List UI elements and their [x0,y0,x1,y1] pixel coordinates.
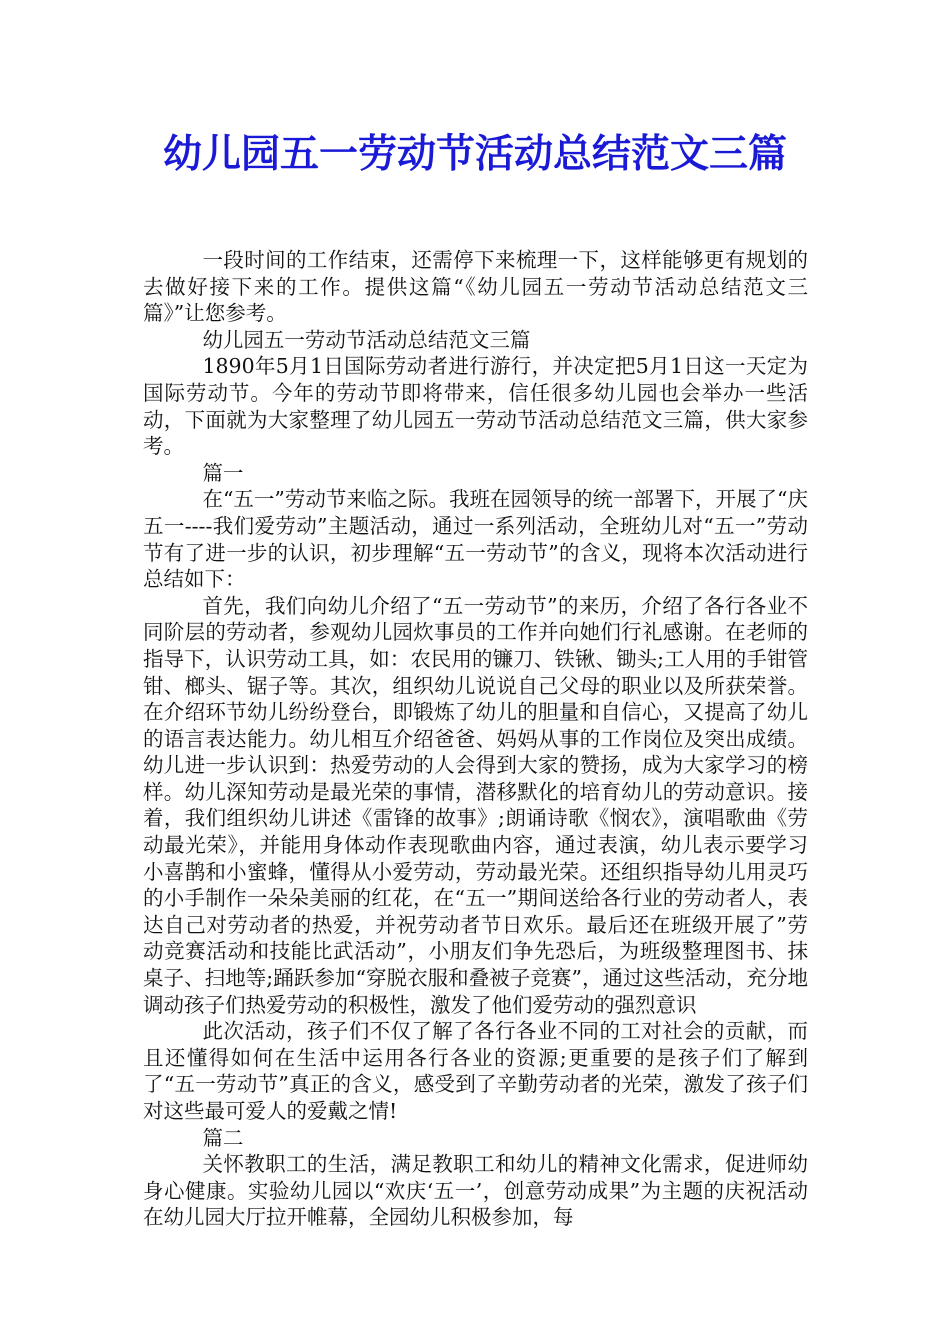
intro-paragraph: 一段时间的工作结束，还需停下来梳理一下，这样能够更有规划的去做好接下来的工作。提供这篇“《幼儿园五一劳动节活动总结范文三篇》”让您参考。 [143,248,808,326]
section-heading-two: 篇二 [202,1125,244,1150]
document-title: 幼儿园五一劳动节活动总结范文三篇 [162,131,787,177]
subtitle-paragraph: 幼儿园五一劳动节活动总结范文三篇 [202,327,531,352]
section-one-intro-paragraph: 在“五一”劳动节来临之际。我班在园领导的统一部署下，开展了“庆五一----我们爱劳动”主题活动，通过一系列活动，全班幼儿对“五一”劳动节有了进一步的认识，初步理解“五一劳动节”的含义，现将本次活动进行总结如下： [143,487,808,592]
section-two-paragraph: 关怀教职工的生活，满足教职工和幼儿的精神文化需求，促进师幼身心健康。实验幼儿园以“欢庆‘五一’，创意劳动成果”为主题的庆祝活动在幼儿园大厅拉开帷幕，全园幼儿积极参加，每 [143,1152,808,1230]
section-heading-one: 篇一 [202,460,244,485]
document-body [143,247,808,1231]
section-one-conclusion-paragraph: 此次活动，孩子们不仅了解了各行各业不同的工对社会的贡献，而且还懂得如何在生活中运用各行各业的资源;更重要的是孩子们了解到了“五一劳动节”真正的含义，感受到了辛勤劳动者的光荣，激发了孩子们对这些最可爱人的爱戴之情! [143,1019,808,1123]
section-one-details-paragraph: 首先，我们向幼儿介绍了“五一劳动节”的来历，介绍了各行各业不同阶层的劳动者，参观幼儿园炊事员的工作并向她们行礼感谢。在老师的指导下，认识劳动工具，如：农民用的镰刀、铁锹、锄头;工人用的手钳管钳、榔头、锯子等。其次，组织幼儿说说自己父母的职业以及所获荣誉。在介绍环节幼儿纷纷登台，即锻炼了幼儿的胆量和自信心，又提高了幼儿的语言表达能力。幼儿相互介绍爸爸、妈妈从事的工作岗位及突出成绩。幼儿进一步认识到：热爱劳动的人会得到大家的赞扬，成为大家学习的榜样。幼儿深知劳动是最光荣的事情，潜移默化的培育幼儿的劳动意识。接着，我们组织幼儿讲述《雷锋的故事》;朗诵诗歌《悯农》，演唱歌曲《劳动最光荣》，并能用身体动作表现歌曲内容，通过表演，幼儿表示要学习小喜鹊和小蜜蜂，懂得从小爱劳动，劳动最光荣。还组织指导幼儿用灵巧的小手制作一朵朵美丽的红花，在“五一”期间送给各行业的劳动者人，表达自己对劳动者的热爱，并祝劳动者节日欢乐。最后还在班级开展了”劳动竞赛活动和技能比武活动”，小朋友们争先恐后，为班级整理图书、抹桌子、扫地等;踊跃参加“穿脱衣服和叠被子竞赛”，通过这些活动，充分地调动孩子们热爱劳动的积极性，激发了他们爱劳动的强烈意识 [143,593,808,1017]
background-paragraph: 1890年5月1日国际劳动者进行游行，并决定把5月1日这一天定为国际劳动节。今年的劳动节即将带来，信任很多幼儿园也会举办一些活动，下面就为大家整理了幼儿园五一劳动节活动总结范文三篇，供大家参考。 [143,354,808,459]
